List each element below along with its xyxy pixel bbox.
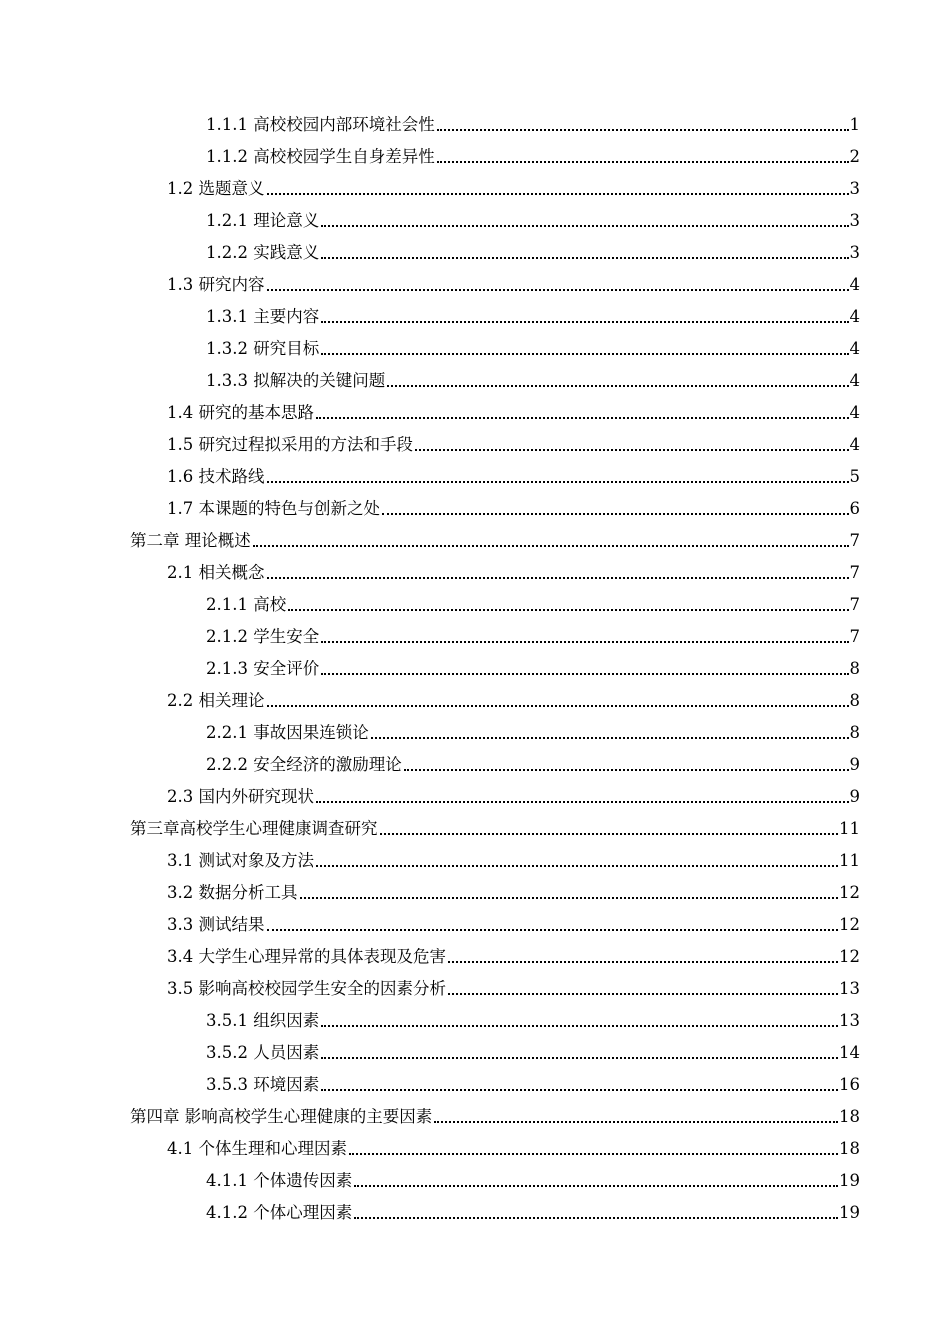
toc-dot-leader bbox=[321, 640, 848, 643]
toc-dot-leader bbox=[448, 960, 838, 963]
toc-entry-title: 3.5.2 人员因素 bbox=[206, 1043, 320, 1062]
toc-entry-title: 4.1.2 个体心理因素 bbox=[206, 1203, 353, 1222]
toc-entry[interactable] bbox=[167, 935, 860, 967]
toc-entry-page-number: 3 bbox=[849, 211, 860, 230]
toc-entry-page-number: 14 bbox=[839, 1043, 860, 1062]
toc-entry[interactable] bbox=[167, 775, 860, 807]
toc-entry-page-number: 8 bbox=[849, 691, 860, 710]
toc-entry-page-number: 11 bbox=[839, 851, 860, 870]
toc-entry-page-number: 13 bbox=[839, 979, 860, 998]
toc-entry-page-number: 8 bbox=[849, 723, 860, 742]
toc-entry-page-number: 13 bbox=[839, 1011, 860, 1030]
toc-dot-leader bbox=[380, 832, 839, 835]
toc-entry-title: 2.1 相关概念 bbox=[167, 563, 265, 582]
toc-entry-page-number: 1 bbox=[849, 115, 860, 134]
toc-entry[interactable] bbox=[167, 167, 860, 199]
toc-entry[interactable] bbox=[206, 135, 860, 167]
toc-dot-leader bbox=[316, 416, 849, 419]
toc-entry-title: 1.5 研究过程拟采用的方法和手段 bbox=[167, 435, 413, 454]
toc-entry[interactable] bbox=[206, 1159, 860, 1191]
toc-entry[interactable] bbox=[167, 903, 860, 935]
toc-entry-title: 1.1.2 高校校园学生自身差异性 bbox=[206, 147, 435, 166]
toc-entry[interactable] bbox=[167, 551, 860, 583]
toc-entry-page-number: 9 bbox=[849, 755, 860, 774]
toc-entry-page-number: 7 bbox=[849, 595, 860, 614]
toc-dot-leader bbox=[354, 1216, 838, 1219]
toc-entry-title: 3.1 测试对象及方法 bbox=[167, 851, 314, 870]
toc-entry[interactable] bbox=[206, 1031, 860, 1063]
toc-entry-title: 1.4 研究的基本思路 bbox=[167, 403, 314, 422]
toc-entry[interactable] bbox=[167, 455, 860, 487]
toc-dot-leader bbox=[354, 1184, 838, 1187]
toc-entry-title: 2.3 国内外研究现状 bbox=[167, 787, 314, 806]
toc-dot-leader bbox=[437, 128, 849, 131]
toc-entry-title: 1.3.3 拟解决的关键问题 bbox=[206, 371, 386, 390]
toc-entry-page-number: 12 bbox=[839, 915, 860, 934]
toc-entry[interactable] bbox=[130, 807, 860, 839]
toc-entry-title: 2.1.2 学生安全 bbox=[206, 627, 320, 646]
toc-entry-title: 3.3 测试结果 bbox=[167, 915, 265, 934]
toc-entry-page-number: 8 bbox=[849, 659, 860, 678]
toc-dot-leader bbox=[321, 256, 848, 259]
toc-entry[interactable] bbox=[206, 231, 860, 263]
toc-entry-title: 1.7 本课题的特色与创新之处 bbox=[167, 499, 380, 518]
toc-entry[interactable] bbox=[167, 391, 860, 423]
toc-entry[interactable] bbox=[206, 615, 860, 647]
toc-entry-page-number: 12 bbox=[839, 947, 860, 966]
toc-entry-page-number: 2 bbox=[849, 147, 860, 166]
toc-entry-title: 1.3.2 研究目标 bbox=[206, 339, 320, 358]
toc-entry-title: 2.1.3 安全评价 bbox=[206, 659, 320, 678]
toc-entry[interactable] bbox=[167, 423, 860, 455]
toc-entry-title: 3.4 大学生心理异常的具体表现及危害 bbox=[167, 947, 446, 966]
toc-entry[interactable] bbox=[206, 647, 860, 679]
toc-entry-title: 3.5.1 组织因素 bbox=[206, 1011, 320, 1030]
toc-entry-page-number: 18 bbox=[839, 1107, 860, 1126]
toc-entry[interactable] bbox=[206, 743, 860, 775]
toc-entry-title: 3.5.3 环境因素 bbox=[206, 1075, 320, 1094]
toc-entry[interactable] bbox=[206, 359, 860, 391]
toc-entry-page-number: 4 bbox=[849, 307, 860, 326]
toc-entry[interactable] bbox=[167, 967, 860, 999]
toc-entry[interactable] bbox=[130, 1095, 860, 1127]
toc-entry-title: 2.1.1 高校 bbox=[206, 595, 287, 614]
toc-entry[interactable] bbox=[206, 1191, 860, 1223]
toc-dot-leader bbox=[267, 192, 849, 195]
toc-entry[interactable] bbox=[206, 327, 860, 359]
toc-entry-title: 4.1.1 个体遗传因素 bbox=[206, 1171, 353, 1190]
toc-entry[interactable] bbox=[206, 711, 860, 743]
toc-dot-leader bbox=[321, 672, 848, 675]
toc-entry-page-number: 4 bbox=[849, 435, 860, 454]
toc-dot-leader bbox=[387, 384, 848, 387]
toc-dot-leader bbox=[267, 576, 849, 579]
toc-dot-leader bbox=[382, 512, 849, 515]
toc-entry[interactable] bbox=[167, 871, 860, 903]
toc-dot-leader bbox=[321, 224, 848, 227]
toc-entry-page-number: 6 bbox=[849, 499, 860, 518]
toc-dot-leader bbox=[267, 928, 839, 931]
toc-entry-title: 1.6 技术路线 bbox=[167, 467, 265, 486]
toc-entry-title: 1.3.1 主要内容 bbox=[206, 307, 320, 326]
toc-entry-page-number: 19 bbox=[839, 1171, 860, 1190]
toc-dot-leader bbox=[404, 768, 849, 771]
toc-entry-page-number: 4 bbox=[849, 339, 860, 358]
toc-entry-page-number: 3 bbox=[849, 243, 860, 262]
toc-dot-leader bbox=[267, 704, 849, 707]
toc-entry-title: 1.1.1 高校校园内部环境社会性 bbox=[206, 115, 435, 134]
toc-entry[interactable] bbox=[206, 999, 860, 1031]
toc-entry-title: 第四章 影响高校学生心理健康的主要因素 bbox=[130, 1107, 433, 1126]
toc-entry[interactable] bbox=[206, 295, 860, 327]
toc-entry-title: 2.2.1 事故因果连锁论 bbox=[206, 723, 369, 742]
toc-entry-page-number: 7 bbox=[849, 563, 860, 582]
toc-dot-leader bbox=[321, 320, 848, 323]
toc-dot-leader bbox=[316, 864, 838, 867]
toc-entry[interactable] bbox=[167, 487, 860, 519]
toc-entry-page-number: 12 bbox=[839, 883, 860, 902]
toc-entry-title: 第三章高校学生心理健康调查研究 bbox=[130, 819, 378, 838]
toc-entry-page-number: 4 bbox=[849, 371, 860, 390]
toc-entry-page-number: 3 bbox=[849, 179, 860, 198]
toc-dot-leader bbox=[321, 1024, 838, 1027]
toc-entry-page-number: 7 bbox=[849, 531, 860, 550]
toc-entry-title: 1.2.2 实践意义 bbox=[206, 243, 320, 262]
toc-entry-title: 3.2 数据分析工具 bbox=[167, 883, 298, 902]
toc-entry-title: 1.2.1 理论意义 bbox=[206, 211, 320, 230]
toc-dot-leader bbox=[349, 1152, 838, 1155]
toc-entry-title: 第二章 理论概述 bbox=[130, 531, 251, 550]
toc-dot-leader bbox=[448, 992, 838, 995]
toc-dot-leader bbox=[253, 544, 849, 547]
toc-entry-page-number: 7 bbox=[849, 627, 860, 646]
toc-entry-page-number: 19 bbox=[839, 1203, 860, 1222]
toc-entry-title: 2.2 相关理论 bbox=[167, 691, 265, 710]
toc-entry-page-number: 9 bbox=[849, 787, 860, 806]
toc-entry[interactable] bbox=[130, 519, 860, 551]
toc-entry-page-number: 4 bbox=[849, 275, 860, 294]
toc-dot-leader bbox=[321, 1088, 838, 1091]
toc-entry[interactable] bbox=[167, 263, 860, 295]
toc-dot-leader bbox=[316, 800, 849, 803]
toc-entry[interactable] bbox=[167, 679, 860, 711]
toc-entry-page-number: 11 bbox=[839, 819, 860, 838]
toc-entry-title: 1.2 选题意义 bbox=[167, 179, 265, 198]
toc-dot-leader bbox=[288, 608, 848, 611]
toc-entry-title: 1.3 研究内容 bbox=[167, 275, 265, 294]
toc-entry[interactable] bbox=[167, 839, 860, 871]
toc-entry-title: 3.5 影响高校校园学生安全的因素分析 bbox=[167, 979, 446, 998]
toc-entry[interactable] bbox=[206, 199, 860, 231]
toc-entry-page-number: 18 bbox=[839, 1139, 860, 1158]
toc-entry-page-number: 4 bbox=[849, 403, 860, 422]
toc-entry[interactable] bbox=[206, 1063, 860, 1095]
toc-dot-leader bbox=[321, 352, 848, 355]
toc-dot-leader bbox=[267, 288, 849, 291]
toc-dot-leader bbox=[415, 448, 849, 451]
toc-entry[interactable] bbox=[167, 1127, 860, 1159]
toc-entry[interactable] bbox=[206, 583, 860, 615]
toc-dot-leader bbox=[321, 1056, 838, 1059]
toc-entry-page-number: 16 bbox=[839, 1075, 860, 1094]
toc-entry-title: 2.2.2 安全经济的激励理论 bbox=[206, 755, 402, 774]
toc-entry[interactable] bbox=[206, 103, 860, 135]
toc-dot-leader bbox=[267, 480, 849, 483]
toc-dot-leader bbox=[371, 736, 849, 739]
toc-dot-leader bbox=[300, 896, 839, 899]
toc-dot-leader bbox=[437, 160, 849, 163]
toc-entry-title: 4.1 个体生理和心理因素 bbox=[167, 1139, 347, 1158]
toc-dot-leader bbox=[434, 1120, 838, 1123]
toc-entry-page-number: 5 bbox=[849, 467, 860, 486]
